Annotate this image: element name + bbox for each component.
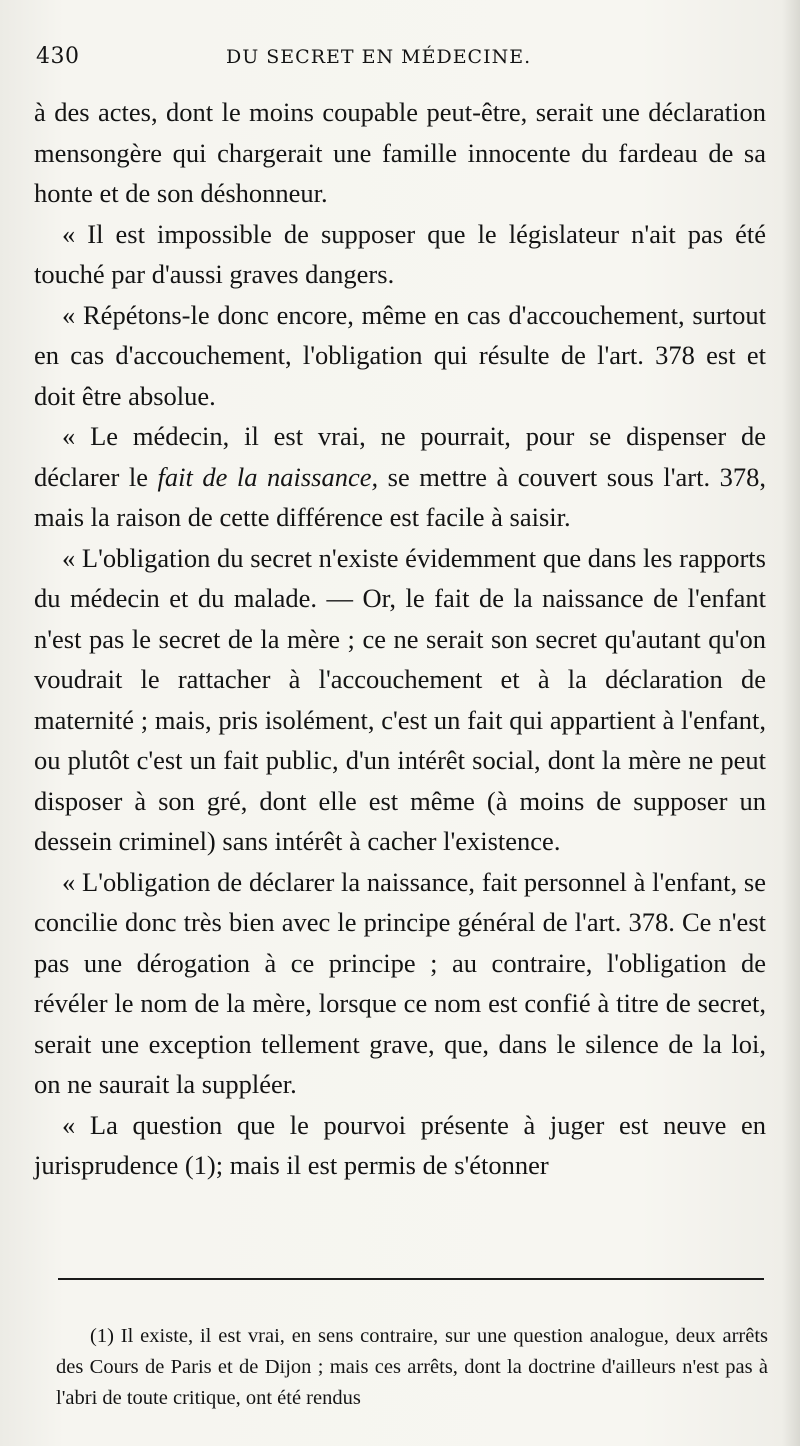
paragraph-4-italic: fait de la naissance, — [157, 461, 379, 492]
paragraph-7: « La question que le pourvoi présente à juger est neuve en jurisprudence (1); mais il est permis de s'étonner — [34, 1109, 766, 1180]
paragraph-4 — [34, 416, 766, 538]
paragraph-3: « Répétons-le donc encore, même en cas d'accouchement, surtout en cas d'accouchement, l'obligation qui résulte de l'art. 378 est et doit être absolue. — [34, 299, 766, 411]
running-title: DU SECRET EN MÉDECINE. — [226, 46, 532, 68]
paragraph-4-start: « Le médecin, il est vrai, ne pourrait, pour se dispenser de déclarer le — [34, 421, 766, 492]
paragraph-5: « L'obligation du secret n'existe évidemment que dans les rapports du médecin et du malade. — Or, le fait de la naissance de l'enfant n'est pas le secret de la mère ; ce ne serait son secret qu'autant qu'on voudrait le rattacher à l'accouchement et à la déclaration de maternité ; mais, pris isolément, c'est un fait qui appartient à l'enfant, ou plutôt c'est un fait public, d'un intérêt social, dont la mère ne peut disposer à son gré, dont elle est même (à moins de supposer un dessein criminel) sans intérêt à cacher l'existence. — [34, 542, 766, 856]
paragraph-2: « Il est impossible de supposer que le législateur n'ait pas été touché par d'aussi graves dangers. — [34, 218, 766, 289]
footnote: (1) Il existe, il est vrai, en sens contraire, sur une question analogue, deux arrêts des Cours de Paris et de Dijon ; mais ces arrêts, dont la doctrine d'ailleurs n'est pas à l'abri de toute critique, ont été rendus — [56, 1324, 768, 1409]
running-header — [36, 44, 756, 78]
page-edge-shadow — [782, 0, 800, 1446]
paragraph-6: « L'obligation de déclarer la naissance, fait personnel à l'enfant, se concilie donc très bien avec le principe général de l'art. 378. Ce n'est pas une dérogation à ce principe ; au contraire, l'obligation de révéler le nom de la mère, lorsque ce nom est confié à titre de secret, serait une exception tellement grave, que, dans le silence de la loi, on ne saurait la suppléer. — [34, 866, 766, 1099]
footnote-rule — [58, 1278, 764, 1280]
paragraph-1: à des actes, dont le moins coupable peut-être, serait une déclaration mensongère qui chargerait une famille innocente du fardeau de sa honte et de son déshonneur. — [34, 97, 766, 208]
paragraph-4-end: se mettre à couvert sous l'art. 378, mais la raison de cette différence est facile à saisir. — [34, 461, 766, 532]
page-number: 430 — [36, 44, 80, 69]
body-text — [34, 92, 766, 1186]
